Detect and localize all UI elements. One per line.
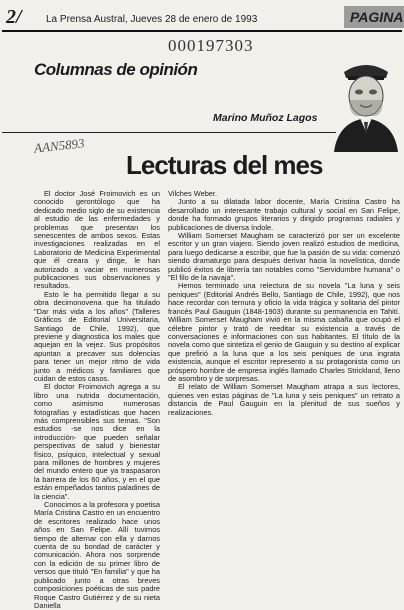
article-title: Lecturas del mes: [126, 150, 323, 180]
page-number: 2/: [6, 6, 22, 28]
paragraph: Esto le ha permitido llegar a su obra decimonovena que ha titulado "Dar más vida a los años" (Talleres Gráficos de Editorial Universitaria, Santiago de Chile, 1992), que previene y diagnostica los males que aquejan en la vejez. Sus propósitos apuntan a precaver sus dolencias para tener un mejor ritmo de vida junto a médicos y familiares que cuidan de estos casos.: [34, 289, 160, 383]
newspaper-date-line: La Prensa Austral, Jueves 28 de enero de 1993: [46, 14, 258, 25]
paragraph: William Somerset Maugham se caracterizó por ser un excelente escritor y un gran viajero. Siendo joven realizó estudios de medicina, para luego dedicarse a escribir, que fue la pasión de su vida: comenzó siendo dramaturgo para después derivar hacia la novelística, donde publicó éxitos de librería tan notables como "Servidumbre humana" o "El filo de la navaja".: [168, 231, 400, 283]
paragraph: El relato de William Somerset Maugham atrapa a sus lectores, quienes ven estas páginas de "La luna y seis peniques" un retrato a distancia de Paul Gauguin en la plenitud de sus sueños y realizaciones.: [168, 382, 400, 417]
paragraph: Vilches Weber.: [168, 189, 218, 198]
paragraph: Junto a su dilatada labor docente, María Cristina Castro ha desarrollado un interesante trabajo cultural y social en San Felipe, donde ha formado grupos literarios y dirigido programas radiales y publicaciones de diversa índole.: [168, 197, 400, 232]
paragraph: Conocimos a la profesora y poetisa María Cristina Castro en un encuentro de escritores realizado hace unos años en San Felipe. Allí tuvimos tiempo de alternar con ella y darnos cuenta de su bondad de carácter y comunicación. Ahora nos sorprende con la edición de su primer libro de versos que tituló "En familia" y que ha publicado junto a otras breves composiciones poéticas de sus padre Roque Castro Gutiérrez y de su nieta Daniella: [34, 500, 160, 610]
header-rule: [2, 30, 402, 32]
section-rule: [2, 132, 336, 133]
paragraph: El doctor José Froimovich es un conocido gerontólogo que ha dedicado medio siglo de su existencia al estudio de las enfermedades y problemas que presentan los senescentes de ambos sexos. Estas investigaciones realizadas en el Laboratorio de Medicina Experimental que él creara y dirige, le han autorizado a vaciar en numerosas publicaciones sus observaciones y resultados.: [34, 189, 160, 291]
section-tab: PAGINA: [344, 6, 404, 28]
article-column-1: [34, 189, 160, 610]
archive-stamp-number: 000197303: [168, 36, 254, 55]
handwritten-margin-note: AAN5893: [33, 135, 86, 156]
author-portrait: [330, 52, 402, 152]
section-title: Columnas de opinión: [34, 60, 198, 79]
author-name: Marino Muñoz Lagos: [213, 112, 318, 124]
article-column-2: [168, 190, 400, 595]
paragraph: Hemos terminado una relectura de su novela "La luna y seis peniques" (Editorial Andrés Bello, Santiago de Chile, 1992), que nos hace recordar con ternura y oficio la vida trágica y solitaria del pintor francés Paul Gauguin (1848-1903) durante su permanencia en Tahití. William Somerset Maugham vivió en la misma cabaña que ocupó el célebre pintor y trató de reeditar su existencia a través de conversaciones e informaciones con sus habitantes. El título de la novela como que sintetiza el genio de Gauguin y su destino al explicar que prefirió a la luna que a los seis peniques de una ingrata existencia, aunque el escritor represento a su protagonista como un próspero hombre de empresa inglés llamado Charles Strickland, lleno de asombro y de sorpresas.: [168, 281, 400, 383]
page-header: [6, 6, 402, 32]
paragraph: El doctor Froimovich agrega a su libro una nutrida documentación, como asimismo numerosas fotografías y estadísticas que hacen más comprensibles sus temas. "Son estudios -se nos dice en la introducción- que pueden señalar perspectivas de salud y bienestar físico, psíquico, intelectual y sexual para millones de hombres y mujeres del mundo entero que ya traspasaron la barrera de los 60 años, y en el que están empeñados tantos paladines de la ciencia".: [34, 382, 160, 501]
